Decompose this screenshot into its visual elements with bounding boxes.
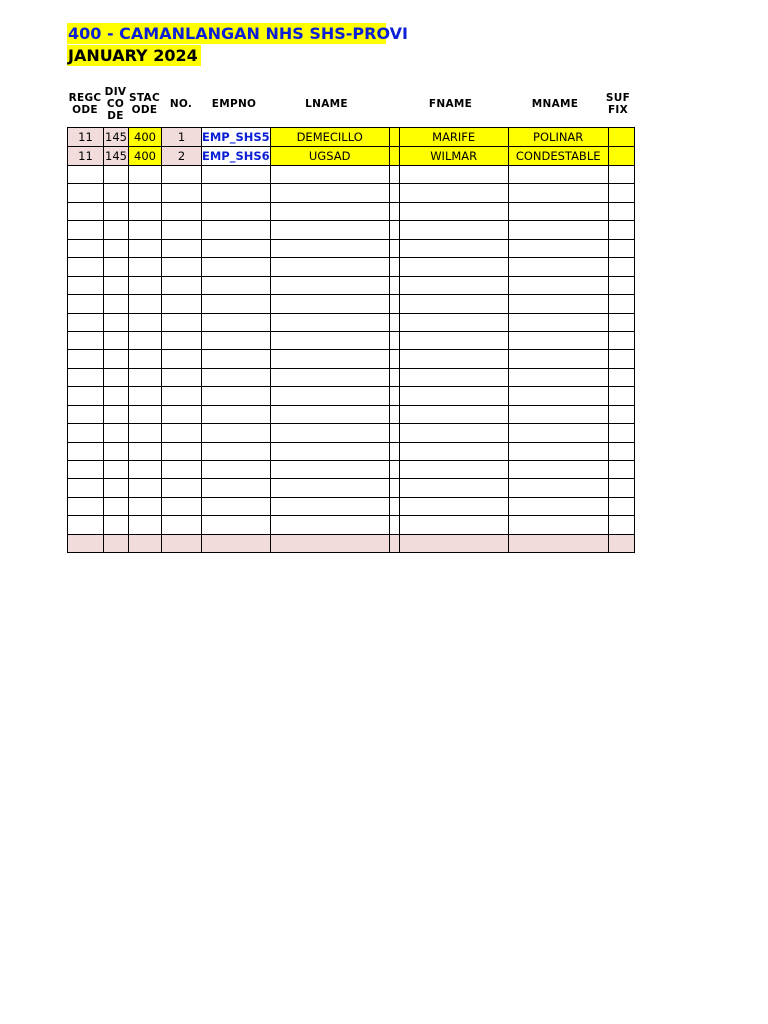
empty-cell[interactable]	[270, 313, 389, 331]
header-divcode-text: DIV CO DE	[104, 86, 127, 122]
cell-no[interactable]: 1	[162, 128, 202, 147]
cell-fname[interactable]: MARIFE	[399, 128, 508, 147]
table-row-empty[interactable]	[68, 202, 635, 220]
school-title: 400 - CAMANLANGAN NHS SHS-PROVI	[68, 24, 408, 43]
empty-cell[interactable]	[68, 295, 104, 313]
empty-cell[interactable]	[508, 239, 608, 257]
empty-cell[interactable]	[270, 442, 389, 460]
empty-cell[interactable]	[68, 276, 104, 294]
table-row-empty[interactable]	[68, 239, 635, 257]
empty-cell[interactable]	[399, 497, 508, 515]
table-row-empty[interactable]	[68, 221, 635, 239]
empty-cell[interactable]	[508, 516, 608, 534]
empty-cell[interactable]	[399, 387, 508, 405]
empty-cell[interactable]	[129, 166, 162, 184]
empty-cell[interactable]	[608, 313, 634, 331]
empty-cell[interactable]	[202, 258, 271, 276]
cell-empno[interactable]: EMP_SHS6	[202, 147, 271, 166]
empty-cell[interactable]	[399, 166, 508, 184]
empty-cell[interactable]	[270, 184, 389, 202]
header-no-text: NO.	[169, 98, 193, 110]
empty-cell[interactable]	[608, 202, 634, 220]
empty-cell[interactable]	[270, 534, 389, 552]
empty-cell[interactable]	[162, 221, 202, 239]
empty-cell[interactable]	[399, 221, 508, 239]
cell-divcode[interactable]: 145	[104, 147, 129, 166]
empty-cell[interactable]	[162, 424, 202, 442]
header-lname	[267, 84, 386, 124]
empty-cell[interactable]	[389, 387, 399, 405]
header-no	[161, 84, 201, 124]
empty-cell[interactable]	[399, 368, 508, 386]
empty-cell[interactable]	[104, 258, 129, 276]
empty-cell[interactable]	[270, 202, 389, 220]
empty-cell[interactable]	[104, 295, 129, 313]
empty-cell[interactable]	[129, 534, 162, 552]
header-mname	[505, 84, 605, 124]
empty-cell[interactable]	[399, 258, 508, 276]
cell-mname[interactable]: CONDESTABLE	[508, 147, 608, 166]
sheet-title	[67, 23, 408, 45]
period-title: JANUARY 2024	[67, 45, 201, 66]
table-row-empty[interactable]	[68, 368, 635, 386]
empty-cell[interactable]	[508, 295, 608, 313]
empty-cell[interactable]	[270, 166, 389, 184]
empty-cell[interactable]	[68, 166, 104, 184]
header-divcode	[103, 84, 128, 124]
header-regcode-text: REGC ODE	[68, 92, 102, 116]
empty-cell[interactable]	[129, 239, 162, 257]
cell-fname[interactable]: WILMAR	[399, 147, 508, 166]
column-headers	[67, 84, 631, 124]
empty-cell[interactable]	[270, 350, 389, 368]
empty-cell[interactable]	[104, 405, 129, 423]
empty-cell[interactable]	[68, 239, 104, 257]
table-row-empty[interactable]	[68, 331, 635, 349]
empty-cell[interactable]	[68, 424, 104, 442]
table-row-empty[interactable]	[68, 424, 635, 442]
empty-cell[interactable]	[508, 442, 608, 460]
empty-cell[interactable]	[389, 276, 399, 294]
empty-cell[interactable]	[399, 461, 508, 479]
empty-cell[interactable]	[202, 516, 271, 534]
empty-cell[interactable]	[508, 276, 608, 294]
cell-mname[interactable]: POLINAR	[508, 128, 608, 147]
empty-cell[interactable]	[202, 534, 271, 552]
empty-cell[interactable]	[129, 331, 162, 349]
empty-cell[interactable]	[129, 221, 162, 239]
empty-cell[interactable]	[129, 276, 162, 294]
empty-cell[interactable]	[202, 202, 271, 220]
empty-cell[interactable]	[162, 202, 202, 220]
empty-cell[interactable]	[508, 534, 608, 552]
empty-cell[interactable]	[389, 479, 399, 497]
empty-cell[interactable]	[68, 368, 104, 386]
empty-cell[interactable]	[608, 424, 634, 442]
empty-cell[interactable]	[608, 516, 634, 534]
empty-cell[interactable]	[162, 368, 202, 386]
empty-cell[interactable]	[104, 184, 129, 202]
empty-cell[interactable]	[202, 442, 271, 460]
empty-cell[interactable]	[162, 461, 202, 479]
empty-cell[interactable]	[508, 202, 608, 220]
empty-cell[interactable]	[399, 276, 508, 294]
empty-cell[interactable]	[608, 350, 634, 368]
cell-suffix[interactable]	[608, 147, 634, 166]
empty-cell[interactable]	[508, 258, 608, 276]
table-row-empty[interactable]	[68, 516, 635, 534]
cell-no[interactable]: 2	[162, 147, 202, 166]
empty-cell[interactable]	[389, 331, 399, 349]
empty-cell[interactable]	[389, 295, 399, 313]
empty-cell[interactable]	[129, 295, 162, 313]
empty-cell[interactable]	[68, 184, 104, 202]
empty-cell[interactable]	[508, 350, 608, 368]
empty-cell[interactable]	[162, 258, 202, 276]
empty-cell[interactable]	[68, 461, 104, 479]
empty-cell[interactable]	[389, 239, 399, 257]
empty-cell[interactable]	[270, 276, 389, 294]
empty-cell[interactable]	[104, 534, 129, 552]
table-row-empty[interactable]	[68, 258, 635, 276]
empty-cell[interactable]	[389, 461, 399, 479]
empty-cell[interactable]	[389, 442, 399, 460]
empty-cell[interactable]	[104, 350, 129, 368]
empty-cell[interactable]	[608, 461, 634, 479]
table-row-empty[interactable]	[68, 295, 635, 313]
empty-cell[interactable]	[162, 442, 202, 460]
empty-cell[interactable]	[608, 276, 634, 294]
header-suffix-text: SUF FIX	[605, 92, 631, 116]
table-row-empty[interactable]	[68, 166, 635, 184]
empty-cell[interactable]	[104, 442, 129, 460]
empty-cell[interactable]	[162, 331, 202, 349]
empty-cell[interactable]	[68, 202, 104, 220]
empty-cell[interactable]	[129, 368, 162, 386]
empty-cell[interactable]	[129, 313, 162, 331]
empty-cell[interactable]	[508, 461, 608, 479]
empty-cell[interactable]	[202, 221, 271, 239]
empty-cell[interactable]	[389, 497, 399, 515]
empty-cell[interactable]	[608, 295, 634, 313]
empty-cell[interactable]	[608, 387, 634, 405]
empty-cell[interactable]	[508, 424, 608, 442]
table-row-empty[interactable]	[68, 184, 635, 202]
empty-cell[interactable]	[608, 166, 634, 184]
empty-cell[interactable]	[508, 368, 608, 386]
empty-cell[interactable]	[129, 350, 162, 368]
empty-cell[interactable]	[389, 405, 399, 423]
empty-cell[interactable]	[104, 479, 129, 497]
empty-cell[interactable]	[608, 534, 634, 552]
empty-cell[interactable]	[104, 276, 129, 294]
empty-cell[interactable]	[129, 516, 162, 534]
cell-stacode[interactable]: 400	[129, 147, 162, 166]
empty-cell[interactable]	[399, 479, 508, 497]
empty-cell[interactable]	[399, 239, 508, 257]
empty-cell[interactable]	[202, 313, 271, 331]
empty-cell[interactable]	[399, 442, 508, 460]
empty-cell[interactable]	[104, 387, 129, 405]
empty-cell[interactable]	[202, 368, 271, 386]
empty-cell[interactable]	[104, 516, 129, 534]
empty-cell[interactable]	[399, 295, 508, 313]
empty-cell[interactable]	[68, 516, 104, 534]
empty-cell[interactable]	[399, 516, 508, 534]
empty-cell[interactable]	[202, 350, 271, 368]
empty-cell[interactable]	[270, 516, 389, 534]
empty-cell[interactable]	[508, 405, 608, 423]
cell-empno[interactable]: EMP_SHS5	[202, 128, 271, 147]
empty-cell[interactable]	[399, 331, 508, 349]
empty-cell[interactable]	[202, 479, 271, 497]
header-regcode	[67, 84, 103, 124]
empty-cell[interactable]	[202, 405, 271, 423]
empty-cell[interactable]	[389, 258, 399, 276]
empty-cell[interactable]	[508, 497, 608, 515]
empty-cell[interactable]	[129, 442, 162, 460]
empty-cell[interactable]	[608, 258, 634, 276]
empty-cell[interactable]	[104, 424, 129, 442]
table-row-empty[interactable]	[68, 405, 635, 423]
empty-cell[interactable]	[104, 313, 129, 331]
cell-spacer[interactable]	[389, 147, 399, 166]
empty-cell[interactable]	[270, 295, 389, 313]
empty-cell[interactable]	[162, 350, 202, 368]
empty-cell[interactable]	[389, 424, 399, 442]
empty-cell[interactable]	[508, 184, 608, 202]
header-empno	[201, 84, 267, 124]
empty-cell[interactable]	[389, 313, 399, 331]
empty-cell[interactable]	[68, 331, 104, 349]
empty-cell[interactable]	[202, 166, 271, 184]
table-row-empty[interactable]	[68, 313, 635, 331]
empty-cell[interactable]	[162, 184, 202, 202]
empty-cell[interactable]	[104, 202, 129, 220]
empty-cell[interactable]	[68, 221, 104, 239]
empty-cell[interactable]	[389, 350, 399, 368]
empty-cell[interactable]	[202, 461, 271, 479]
empty-cell[interactable]	[608, 497, 634, 515]
empty-cell[interactable]	[608, 405, 634, 423]
empty-cell[interactable]	[608, 239, 634, 257]
cell-stacode[interactable]: 400	[129, 128, 162, 147]
empty-cell[interactable]	[129, 424, 162, 442]
empty-cell[interactable]	[68, 387, 104, 405]
empty-cell[interactable]	[202, 424, 271, 442]
empty-cell[interactable]	[389, 166, 399, 184]
empty-cell[interactable]	[202, 331, 271, 349]
empty-cell[interactable]	[162, 479, 202, 497]
empty-cell[interactable]	[202, 497, 271, 515]
empty-cell[interactable]	[608, 479, 634, 497]
header-stacode	[128, 84, 161, 124]
empty-cell[interactable]	[162, 276, 202, 294]
empty-cell[interactable]	[68, 497, 104, 515]
empty-cell[interactable]	[508, 479, 608, 497]
employee-table	[67, 127, 635, 553]
empty-cell[interactable]	[389, 202, 399, 220]
empty-cell[interactable]	[162, 534, 202, 552]
empty-cell[interactable]	[104, 221, 129, 239]
empty-cell[interactable]	[508, 331, 608, 349]
empty-cell[interactable]	[162, 166, 202, 184]
empty-cell[interactable]	[399, 202, 508, 220]
empty-cell[interactable]	[104, 166, 129, 184]
empty-cell[interactable]	[68, 442, 104, 460]
empty-cell[interactable]	[270, 424, 389, 442]
empty-cell[interactable]	[608, 221, 634, 239]
table-row-empty[interactable]	[68, 350, 635, 368]
header-stacode-text: STAC ODE	[129, 92, 160, 116]
empty-cell[interactable]	[129, 461, 162, 479]
empty-cell[interactable]	[104, 239, 129, 257]
empty-cell[interactable]	[129, 387, 162, 405]
empty-cell[interactable]	[68, 479, 104, 497]
header-lname-text: LNAME	[305, 98, 348, 110]
header-suffix	[605, 84, 631, 124]
empty-cell[interactable]	[399, 313, 508, 331]
header-mname-text: MNAME	[531, 98, 579, 110]
table-row-empty[interactable]	[68, 461, 635, 479]
table-row-empty[interactable]	[68, 276, 635, 294]
empty-cell[interactable]	[270, 221, 389, 239]
empty-cell[interactable]	[68, 350, 104, 368]
cell-divcode[interactable]: 145	[104, 128, 129, 147]
empty-cell[interactable]	[270, 479, 389, 497]
empty-cell[interactable]	[608, 184, 634, 202]
cell-suffix[interactable]	[608, 128, 634, 147]
empty-cell[interactable]	[104, 461, 129, 479]
empty-cell[interactable]	[129, 258, 162, 276]
empty-cell[interactable]	[68, 313, 104, 331]
empty-cell[interactable]	[202, 239, 271, 257]
empty-cell[interactable]	[68, 405, 104, 423]
table-total-row[interactable]	[68, 534, 635, 552]
table-row[interactable]	[68, 147, 635, 166]
empty-cell[interactable]	[399, 424, 508, 442]
empty-cell[interactable]	[162, 516, 202, 534]
empty-cell[interactable]	[399, 350, 508, 368]
empty-cell[interactable]	[270, 368, 389, 386]
empty-cell[interactable]	[508, 313, 608, 331]
header-empno-text: EMPNO	[211, 98, 257, 110]
empty-cell[interactable]	[399, 534, 508, 552]
empty-cell[interactable]	[104, 368, 129, 386]
table-row-empty[interactable]	[68, 442, 635, 460]
empty-cell[interactable]	[608, 331, 634, 349]
empty-cell[interactable]	[129, 405, 162, 423]
empty-cell[interactable]	[270, 331, 389, 349]
empty-cell[interactable]	[162, 239, 202, 257]
empty-cell[interactable]	[270, 461, 389, 479]
empty-cell[interactable]	[608, 368, 634, 386]
table-row-empty[interactable]	[68, 497, 635, 515]
header-fname-text: FNAME	[428, 98, 473, 110]
empty-cell[interactable]	[389, 221, 399, 239]
table-row-empty[interactable]	[68, 479, 635, 497]
empty-cell[interactable]	[399, 184, 508, 202]
empty-cell[interactable]	[508, 166, 608, 184]
empty-cell[interactable]	[270, 239, 389, 257]
empty-cell[interactable]	[162, 313, 202, 331]
empty-cell[interactable]	[104, 497, 129, 515]
empty-cell[interactable]	[270, 405, 389, 423]
empty-cell[interactable]	[389, 516, 399, 534]
empty-cell[interactable]	[202, 387, 271, 405]
empty-cell[interactable]	[129, 479, 162, 497]
header-fname	[396, 84, 505, 124]
cell-regcode[interactable]: 11	[68, 128, 104, 147]
empty-cell[interactable]	[162, 497, 202, 515]
empty-cell[interactable]	[270, 497, 389, 515]
cell-regcode[interactable]: 11	[68, 147, 104, 166]
empty-cell[interactable]	[202, 276, 271, 294]
empty-cell[interactable]	[129, 497, 162, 515]
empty-cell[interactable]	[162, 387, 202, 405]
cell-lname[interactable]: UGSAD	[270, 147, 389, 166]
empty-cell[interactable]	[508, 221, 608, 239]
table-row-empty[interactable]	[68, 387, 635, 405]
empty-cell[interactable]	[270, 258, 389, 276]
empty-cell[interactable]	[202, 295, 271, 313]
empty-cell[interactable]	[508, 387, 608, 405]
empty-cell[interactable]	[389, 184, 399, 202]
empty-cell[interactable]	[389, 534, 399, 552]
empty-cell[interactable]	[399, 405, 508, 423]
empty-cell[interactable]	[104, 331, 129, 349]
empty-cell[interactable]	[608, 442, 634, 460]
empty-cell[interactable]	[129, 184, 162, 202]
table-row[interactable]	[68, 128, 635, 147]
empty-cell[interactable]	[389, 368, 399, 386]
empty-cell[interactable]	[270, 387, 389, 405]
empty-cell[interactable]	[202, 184, 271, 202]
empty-cell[interactable]	[129, 202, 162, 220]
empty-cell[interactable]	[162, 295, 202, 313]
cell-spacer[interactable]	[389, 128, 399, 147]
empty-cell[interactable]	[68, 258, 104, 276]
empty-cell[interactable]	[162, 405, 202, 423]
empty-cell[interactable]	[68, 534, 104, 552]
cell-lname[interactable]: DEMECILLO	[270, 128, 389, 147]
